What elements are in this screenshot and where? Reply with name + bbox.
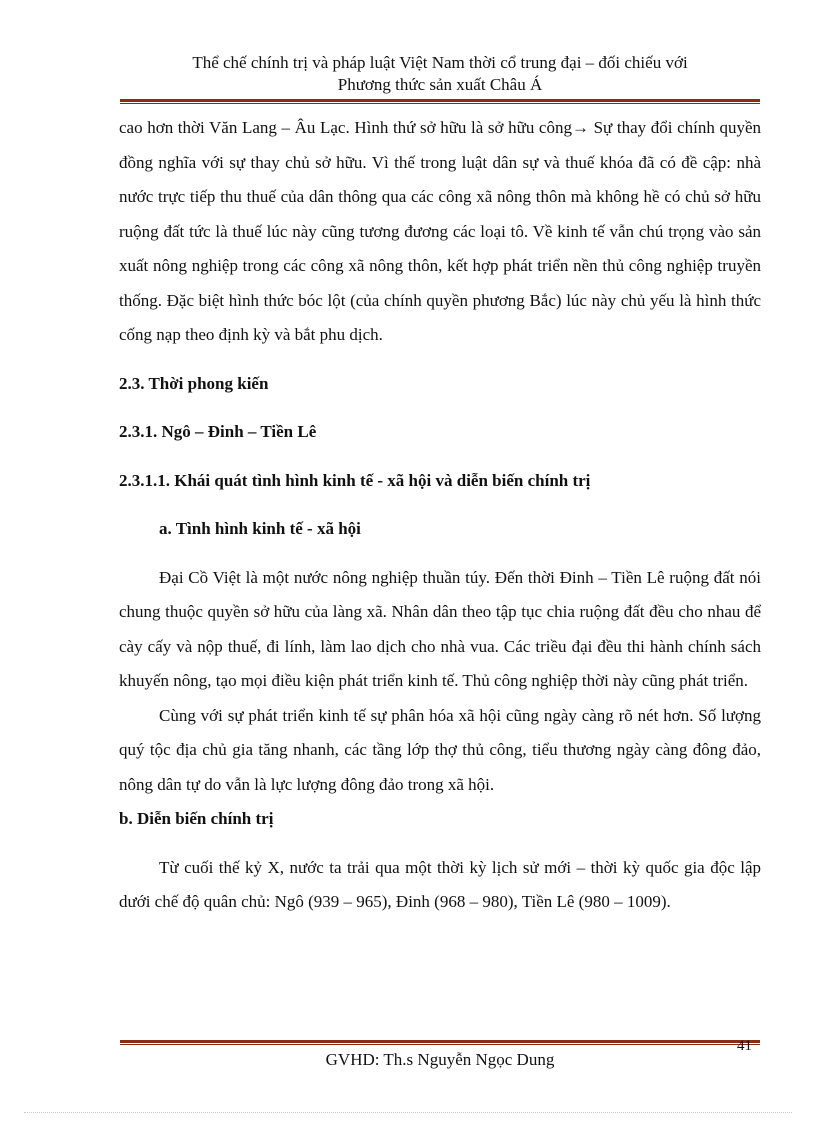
paragraph-economy: Đại Cồ Việt là một nước nông nghiệp thuần túy. Đến thời Đinh – Tiền Lê ruộng đất nói chung thuộc quyền sở hữu của làng xã. Nhân dân theo tập tục chia ruộng đất đều cho nhau để cày cấy và nộp thuế, đi lính, làm lao dịch cho nhà vua. Các triều đại đều thi hành chính sách khuyến nông, tạo mọi điều kiện phát triển kinh tế. Thủ công nghiệp thời này cũng phát triển. [119,567,761,690]
heading-b-politics: b. Diễn biến chính trị [119,809,274,828]
footer-advisor: GVHD: Th.s Nguyễn Ngọc Dung [325,1050,555,1069]
heading-2-3-1: 2.3.1. Ngô – Đinh – Tiền Lê [119,422,317,441]
page-body [119,111,761,920]
running-header [120,52,760,96]
heading-2-3: 2.3. Thời phong kiến [119,373,269,393]
heading-a-economy: a. Tình hình kinh tế - xã hội [159,519,361,538]
page-number: 41 [737,1038,752,1054]
paragraph-politics: Từ cuối thế kỷ X, nước ta trải qua một thời kỳ lịch sử mới – thời kỳ quốc gia độc lập dưới chế độ quân chủ: Ngô (939 – 965), Đinh (968 – 980), Tiền Lê (980 – 1009). [119,857,761,911]
heading-2-3-1-1: 2.3.1.1. Khái quát tình hình kinh tế - xã hội và diễn biến chính trị [119,470,591,490]
header-rule [120,99,760,104]
paragraph-society: Cùng với sự phát triển kinh tế sự phân hóa xã hội cũng ngày càng rõ nét hơn. Số lượng quý tộc địa chủ gia tăng nhanh, các tầng lớp thợ thủ công, tiểu thương ngày càng đông đảo, nông dân tự do vẫn là lực lượng đông đảo trong xã hội. [119,705,761,794]
page-boundary-dotted-line [24,1112,792,1113]
paragraph-continued: cao hơn thời Văn Lang – Âu Lạc. Hình thứ sở hữu là sở hữu công→ Sự thay đổi chính quyền đồng nghĩa với sự thay chủ sở hữu. Vì thế trong luật dân sự và thuế khóa đã có đề cập: nhà nước trực tiếp thu thuế của dân thông qua các công xã nông thôn mà không hề có chủ sở hữu ruộng đất tức là thuế lúc này cũng tương đương các loại tô. Về kinh tế vẫn chú trọng vào sản xuất nông nghiệp trong các công xã nông thôn, kết hợp phát triển nền thủ công nghiệp truyền thống. Đặc biệt hình thức bóc lột (của chính quyền phương Bắc) lúc này chủ yếu là hình thức cống nạp theo định kỳ và bắt phu dịch. [119,118,761,344]
header-line-2: Phương thức sản xuất Châu Á [337,75,543,94]
header-line-1: Thể chế chính trị và pháp luật Việt Nam thời cổ trung đại – đối chiếu với [192,53,688,72]
footer-rule [120,1040,760,1045]
